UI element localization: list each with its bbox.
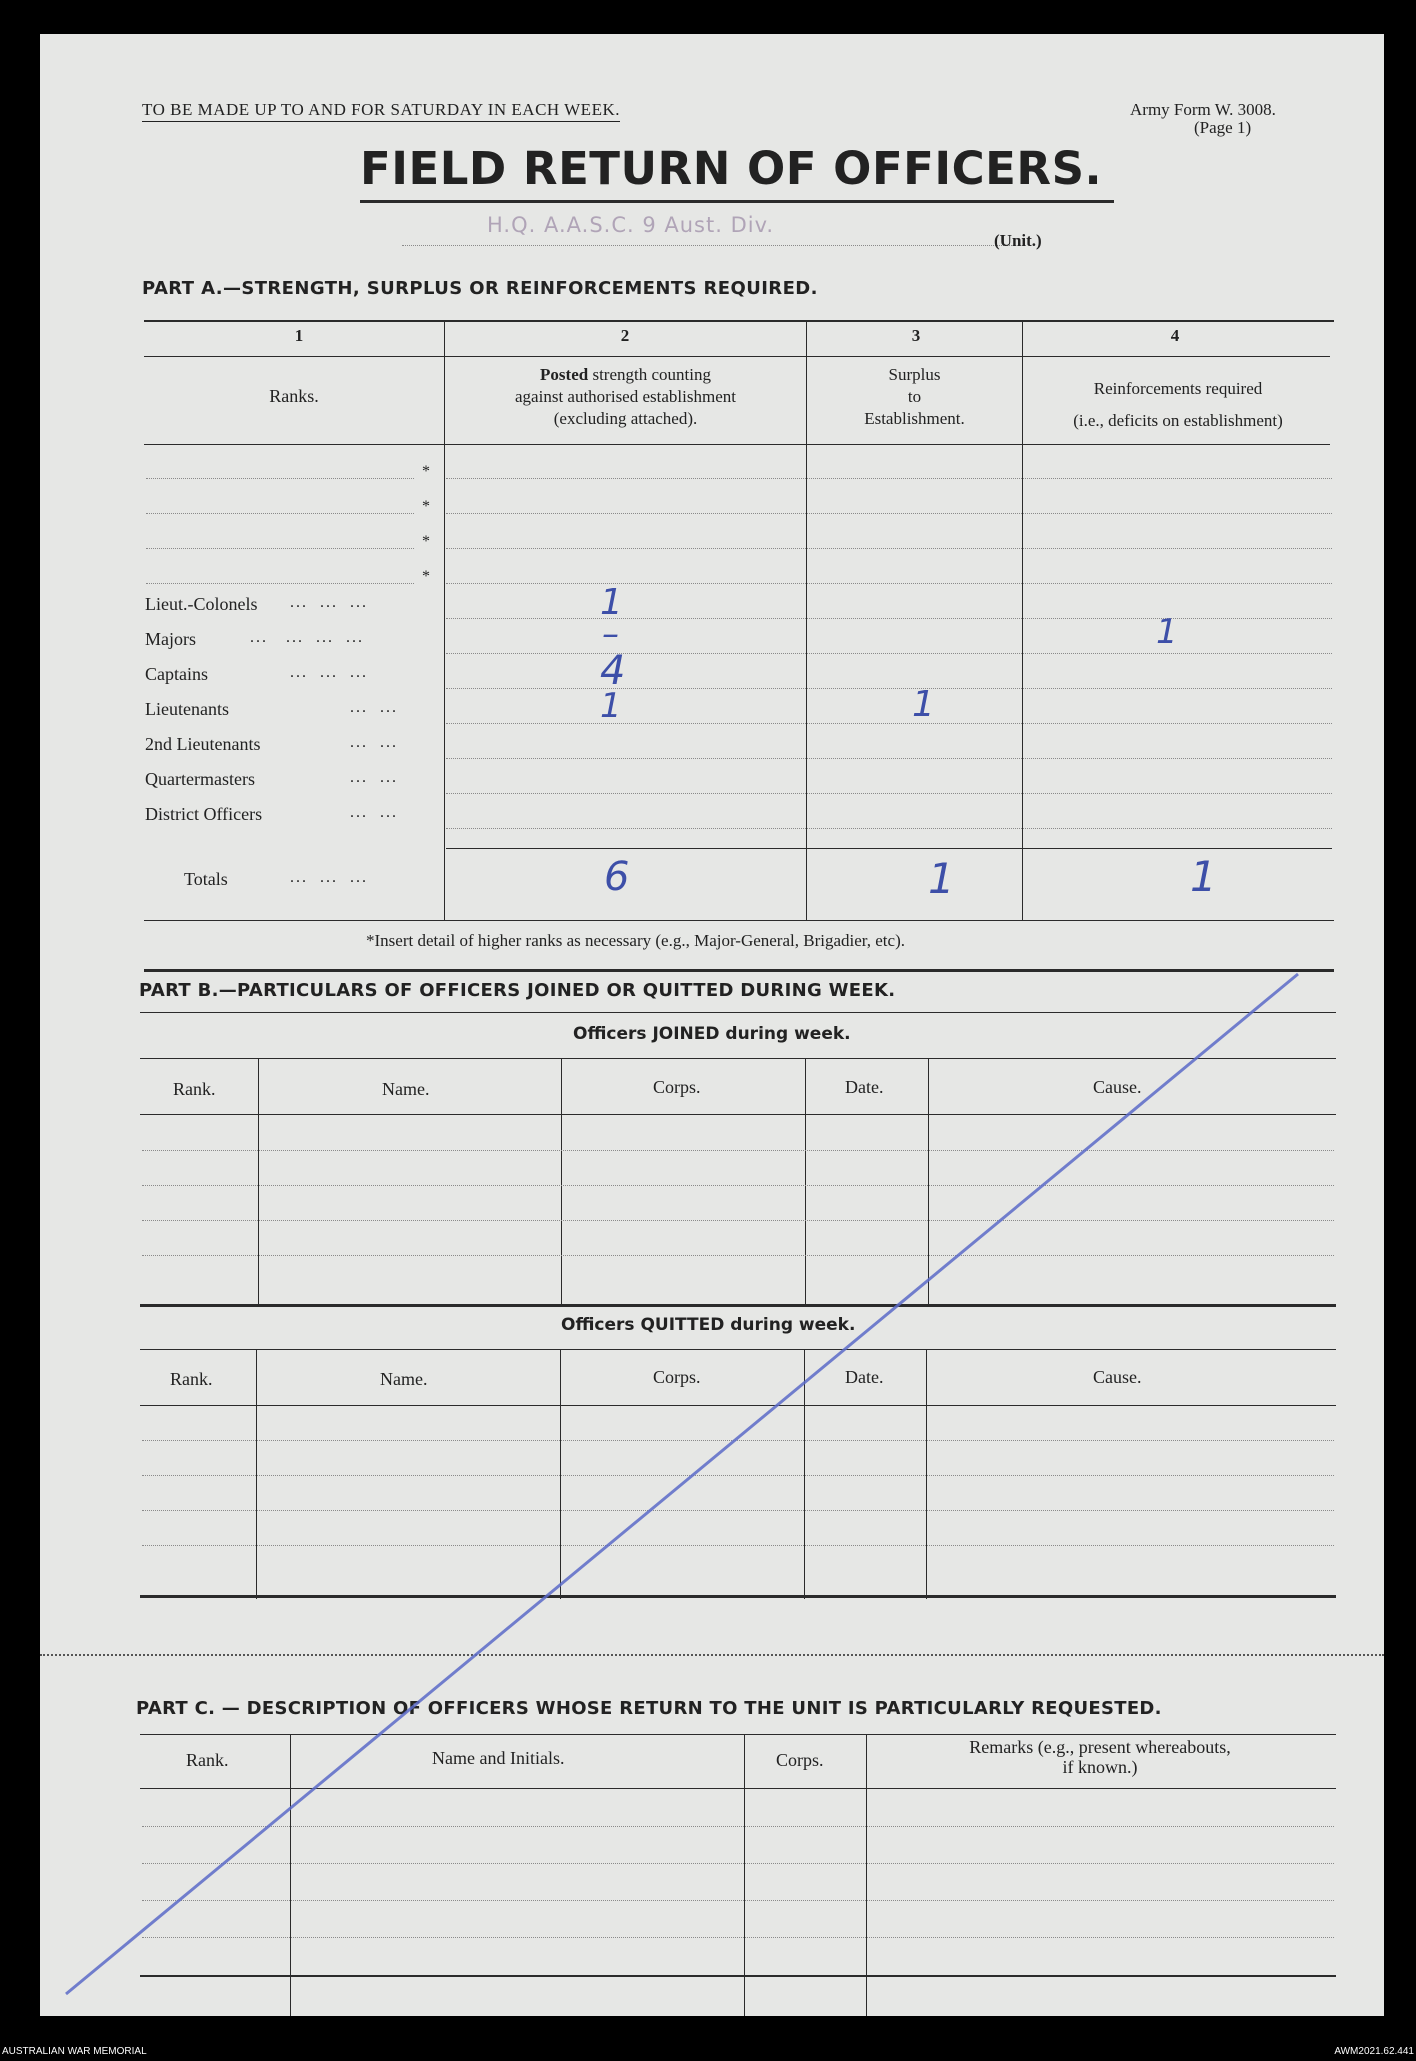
quitted-col-corps: Corps.: [653, 1367, 701, 1387]
leader-dots: ... ... ...: [290, 664, 368, 681]
col-header-ranks: Ranks.: [269, 386, 319, 406]
leader-dots: ... ... ...: [290, 869, 368, 886]
total-posted: 6: [604, 854, 630, 900]
unit-stamp: H.Q. A.A.S.C. 9 Aust. Div.: [487, 213, 775, 237]
quitted-col-name: Name.: [380, 1369, 428, 1389]
part-c-heading: PART C. — DESCRIPTION OF OFFICERS WHOSE RETURN TO THE UNIT IS PARTICULARLY REQUESTED.: [136, 1698, 1162, 1719]
cancellation-line: [66, 974, 1298, 1994]
remarks-line-2: if known.): [1062, 1757, 1138, 1777]
total-reinforcements: 1: [1190, 852, 1217, 901]
rank-label: Majors: [145, 629, 196, 649]
part-c-col-corps: Corps.: [776, 1750, 824, 1770]
page-label: (Page 1): [1194, 118, 1252, 137]
surplus-line-1: Surplus: [888, 365, 941, 384]
quitted-title: Officers QUITTED during week.: [561, 1315, 856, 1335]
joined-col-date: Date.: [845, 1077, 884, 1097]
leader-dots: ... ...: [350, 699, 398, 716]
leader-dots: ... ... ...: [290, 594, 368, 611]
joined-title: Officers JOINED during week.: [573, 1024, 851, 1044]
posted-line-2: against authorised establishment: [515, 387, 736, 406]
page-title: FIELD RETURN OF OFFICERS.: [360, 142, 1103, 195]
part-a-footnote: *Insert detail of higher ranks as necessary (e.g., Major-General, Brigadier, etc).: [366, 931, 905, 950]
reinf-line-1: Reinforcements required: [1093, 379, 1263, 398]
remarks-line-1: Remarks (e.g., present whereabouts,: [969, 1737, 1231, 1757]
posted-rest: strength counting: [592, 365, 711, 384]
archive-caption-left: AUSTRALIAN WAR MEMORIAL: [2, 2046, 147, 2057]
posted-captains: 4: [600, 648, 626, 694]
quitted-col-cause: Cause.: [1093, 1367, 1142, 1387]
col-number-4: 4: [1170, 326, 1180, 345]
col-number-1: 1: [294, 326, 304, 345]
part-b-heading: PART B.—PARTICULARS OF OFFICERS JOINED OR QUITTED DURING WEEK.: [139, 980, 896, 1001]
rank-label: 2nd Lieutenants: [145, 734, 261, 754]
leader-dots: ... ...: [350, 804, 398, 821]
leader-dots: ... ... ... ...: [250, 629, 364, 646]
part-c-col-name: Name and Initials.: [432, 1748, 565, 1768]
rank-label: Quartermasters: [145, 769, 255, 789]
joined-col-corps: Corps.: [653, 1077, 701, 1097]
posted-majors: –: [602, 614, 619, 654]
col-number-3: 3: [911, 326, 921, 345]
form-page: [40, 34, 1384, 2016]
part-a-heading: PART A.—STRENGTH, SURPLUS OR REINFORCEMENTS REQUIRED.: [142, 278, 818, 299]
reinf-line-2: (i.e., deficits on establishment): [1073, 411, 1283, 430]
archive-caption-right: AWM2021.62.441: [1334, 2046, 1414, 2057]
form-number: Army Form W. 3008.: [1130, 100, 1276, 119]
quitted-col-rank: Rank.: [170, 1369, 213, 1389]
quitted-col-date: Date.: [845, 1367, 884, 1387]
rank-label: Lieutenants: [145, 699, 229, 719]
part-c-col-rank: Rank.: [186, 1750, 229, 1770]
rank-label: District Officers: [145, 804, 263, 824]
leader-dots: ... ...: [350, 769, 398, 786]
posted-lieut-colonels: 1: [600, 582, 623, 623]
unit-label: (Unit.): [994, 231, 1042, 250]
total-surplus: 1: [928, 854, 955, 903]
cancellation-stroke: [40, 34, 1384, 2016]
surplus-lieutenants: 1: [912, 684, 935, 725]
posted-line-3: (excluding attached).: [553, 409, 698, 428]
instruction-text: TO BE MADE UP TO AND FOR SATURDAY IN EACH WEEK.: [142, 100, 620, 122]
col-number-2: 2: [620, 326, 630, 345]
leader-dots: ... ...: [350, 734, 398, 751]
posted-bold: Posted: [540, 365, 589, 384]
totals-label: Totals: [184, 869, 228, 889]
posted-lieutenants: 1: [600, 686, 622, 726]
reinforcements-majors: 1: [1156, 612, 1178, 652]
joined-col-rank: Rank.: [173, 1079, 216, 1099]
surplus-line-2: to: [907, 387, 922, 406]
asterisk-markers: * * * *: [422, 463, 430, 585]
surplus-line-3: Establishment.: [864, 409, 965, 428]
rank-label: Lieut.-Colonels: [145, 594, 258, 614]
joined-col-name: Name.: [382, 1079, 430, 1099]
rank-label: Captains: [145, 664, 208, 684]
joined-col-cause: Cause.: [1093, 1077, 1142, 1097]
